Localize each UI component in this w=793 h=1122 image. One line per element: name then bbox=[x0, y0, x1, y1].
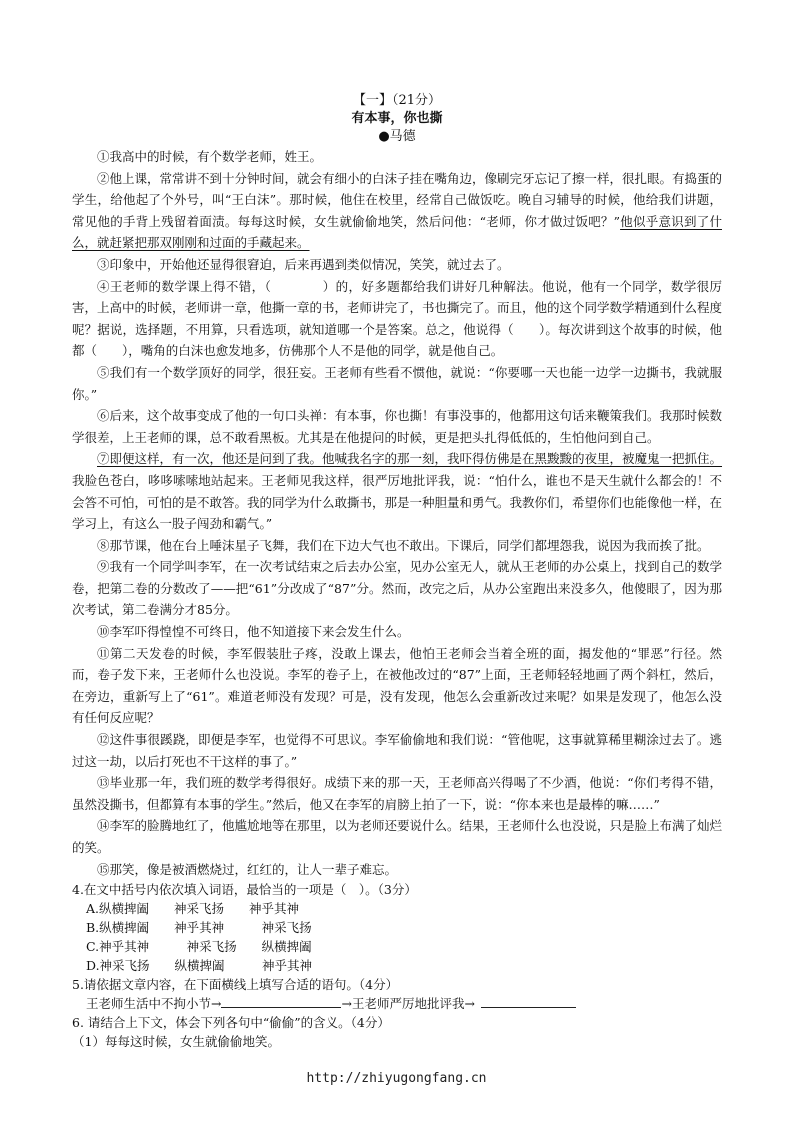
question-4-stem: 4.在文中括号内依次填入词语，最恰当的一项是（ ）。（3分） bbox=[72, 882, 417, 898]
paragraph-15: ⑮那笑，像是被酒燃烧过，红红的，让人一辈子难忘。 bbox=[97, 861, 398, 877]
paragraph-13: ⑬毕业那一年，我们班的数学考得很好。成绩下来的那一天，王老师高兴得喝了不少酒，他说：“你们考得不错，虽然没撕书，但都算有本事的学生。”然后，他又在李军的肩膀上拍了一下，说：“你本来也是最棒的嘛……” bbox=[72, 775, 722, 812]
article-title: 有本事，你也撕 bbox=[351, 111, 443, 126]
question-5-line-b: →王老师严厉地批评我→ bbox=[341, 996, 475, 1012]
underlined-sentence-1: 他似乎意识到了什么，就赶紧把那双刚刚和过面的手藏起来。 bbox=[72, 213, 722, 251]
section-heading: 【一】（21分） bbox=[352, 93, 442, 108]
answer-blank-1[interactable] bbox=[221, 1006, 341, 1008]
paragraph-5: ⑤我们有一个数学顶好的同学，很狂妄。王老师有些看不惯他，就说：“你要哪一天也能一边学一边撕书，我就服你。” bbox=[72, 364, 722, 402]
paragraph-6: ⑥后来，这个故事变成了他的一句口头禅：有本事，你也撕！有事没事的，他都用这句话来鞭策我们。我那时候数学很差，上王老师的课，总不敢看黑板。尤其是在他提问的时候，更是把头扎得低低的，生怕他问到自己。 bbox=[72, 408, 723, 445]
answer-blank-2[interactable] bbox=[481, 1006, 576, 1008]
question-6-stem: 6. 请结合上下文，体会下列各句中“偷偷”的含义。（4分） bbox=[72, 1015, 390, 1031]
underlined-sentence-2: ⑦即便这样，有一次，他还是问到了我。他喊我名字的那一刻，我吓得仿佛是在黑黢黢的夜里，被魔鬼一把抓住。 bbox=[97, 451, 723, 467]
question-4-option-c: C.神乎其神 神采飞扬 纵横捭阖 bbox=[86, 939, 312, 955]
question-4-option-d: D.神采飞扬 纵横捭阖 神乎其神 bbox=[86, 958, 313, 974]
question-5-stem: 5.请依据文章内容，在下面横线上填写合适的语句。（4分） bbox=[72, 977, 399, 993]
paragraph-12: ⑫这件事很蹊跷，即便是李军，也觉得不可思议。李军偷偷地和我们说：“管他呢，这事就算稀里糊涂过去了。逃过这一劫，以后打死也不干这样的事了。” bbox=[72, 732, 722, 769]
paragraph-7: ⑦即便这样，有一次，他还是问到了我。他喊我名字的那一刻，我吓得仿佛是在黑黢黢的夜里，被魔鬼一把抓住。我脸色苍白，哆哆嗦嗦地站起来。王老师见我这样，很严厉地批评我，说：“怕什么，谁也不是天生就什么都会的！不会答不可怕，可怕的是不敢答。我的同学为什么敢撕书，那是一种胆量和勇气。我教你们，希望你们也能像他一样，在学习上，有这么一股子闯劲和霸气。” bbox=[72, 451, 723, 532]
question-5-chain bbox=[86, 994, 722, 1013]
paragraph-9: ⑨我有一个同学叫李军，在一次考试结束之后去办公室，见办公室无人，就从王老师的办公桌上，找到自己的数学卷，把第二卷的分数改了——把“61”分改成了“87”分。然而，改完之后，从办公室跑出来没多久，他傻眼了，因为那次考试，第二卷满分才85分。 bbox=[72, 559, 723, 618]
footer-url: http://zhiyugongfang.cn bbox=[306, 1071, 487, 1086]
paragraph-8: ⑧那节课，他在台上唾沫星子飞舞，我们在下边大气也不敢出。下课后，同学们都埋怨我，说因为我而挨了批。 bbox=[97, 537, 710, 553]
paragraph-14: ⑭李军的脸腾地红了，他尴尬地等在那里，以为老师还要说什么。结果，王老师什么也没说，只是脸上布满了灿烂的笑。 bbox=[72, 818, 723, 855]
document-page bbox=[72, 92, 722, 1051]
paragraph-3: ③印象中，开始他还显得很窘迫，后来再遇到类似情况，笑笑，就过去了。 bbox=[97, 256, 510, 272]
paragraph-10: ⑩李军吓得惶惶不可终日，他不知道接下来会发生什么。 bbox=[97, 624, 410, 640]
paragraph-11: ⑪第二天发卷的时候，李军假装肚子疼，没敢上课去，他怕王老师会当着全班的面，揭发他的“罪恶”行径。然而，卷子发下来，王老师什么也没说。李军的卷子上，在被他改过的“87”上面，王老师轻轻地画了两个斜杠，然后，在旁边，重新写上了“61”。难道老师没有发现？可是，没有发现，他怎么会重新改过来呢？如果是发现了，他怎么没有任何反应呢？ bbox=[72, 645, 722, 726]
question-4-option-b: B.纵横捭阖 神乎其神 神采飞扬 bbox=[86, 920, 312, 936]
question-6-sub-1: （1）每每这时候，女生就偷偷地笑。 bbox=[72, 1034, 280, 1050]
paragraph-1: ①我高中的时候，有个数学老师，姓王。 bbox=[97, 149, 323, 164]
article-author: ●马德 bbox=[378, 129, 416, 144]
paragraph-4: ④王老师的数学课上得不错，（ ）的，好多题都给我们讲好几种解法。他说，他有一个同学，数学很厉害，上高中的时候，老师讲一章，他撕一章的书，老师讲完了，书也撕完了。而且，他的这个同学数学精通到什么程度呢？据说，选择题，不用算，只看选项，就知道哪一个是答案。总之，他说得（ ）。每次讲到这个故事的时候，他都（ ），嘴角的白沫也愈发地多，仿佛那个人不是他的同学，就是他自己。 bbox=[72, 278, 723, 359]
question-4-option-a: A.纵横捭阖 神采飞扬 神乎其神 bbox=[86, 901, 300, 917]
question-5-line-a: 王老师生活中不拘小节→ bbox=[86, 996, 222, 1012]
paragraph-2: ②他上课，常常讲不到十分钟时间，就会有细小的白沫子挂在嘴角边，像刷完牙忘记了擦一样，很扎眼。有捣蛋的学生，给他起了个外号，叫“王白沫”。那时候，他住在校里，经常自己做饭吃。晚自习辅导的时候，他给我们讲题，常见他的手背上残留着面渍。每每这时候，女生就偷偷地笑，然后问他：“老师，你才做过饭吧？”他似乎意识到了什么，就赶紧把那双刚刚和过面的手藏起来。 bbox=[72, 170, 723, 251]
